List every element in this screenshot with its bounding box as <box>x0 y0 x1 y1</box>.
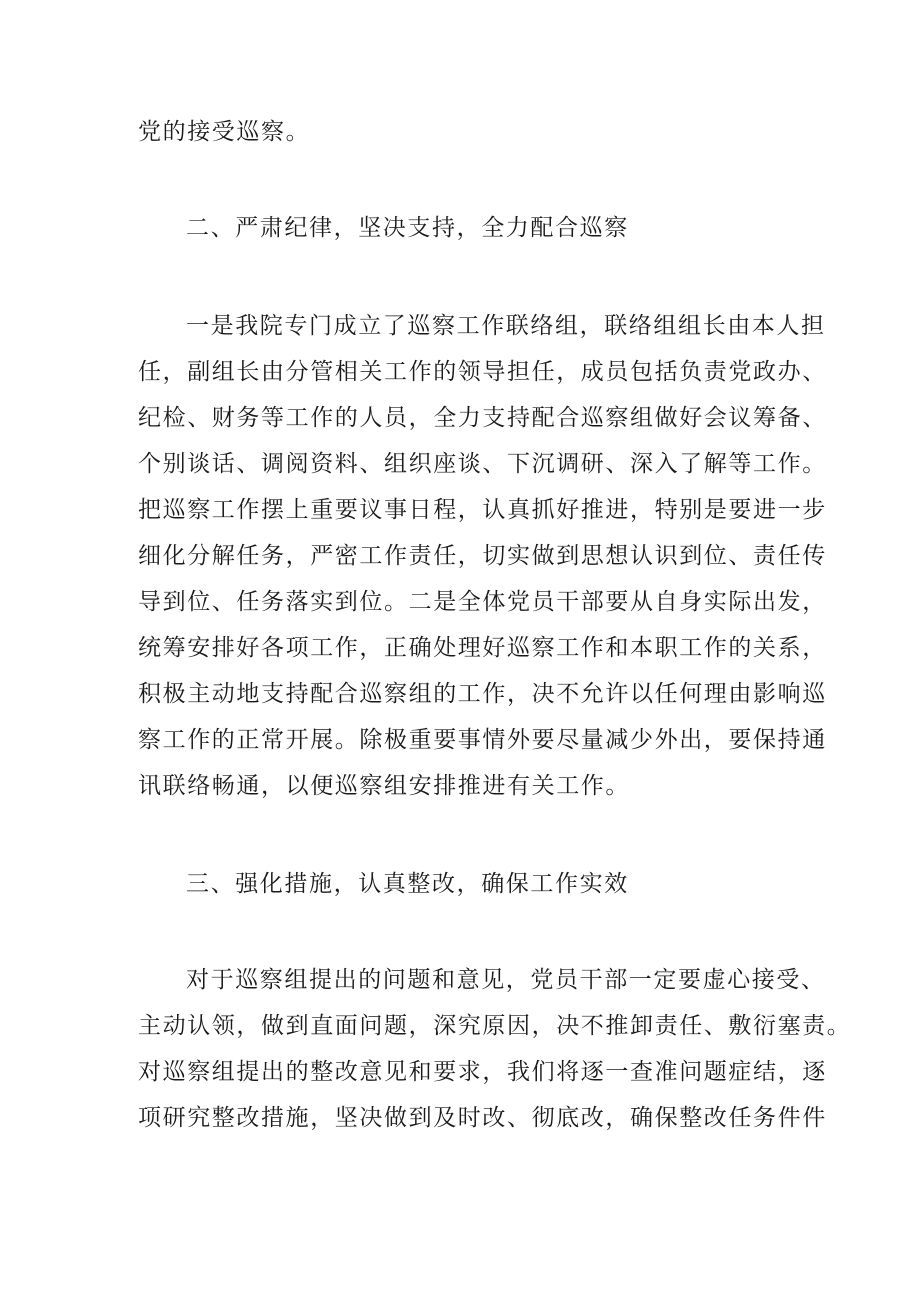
paragraph-line: 统筹安排好各项工作，正确处理好巡察工作和本职工作的关系， <box>138 635 827 661</box>
paragraph-line: 个别谈话、调阅资料、组织座谈、下沉调研、深入了解等工作。 <box>138 451 827 477</box>
section-heading-3: 三、强化措施，认真整改，确保工作实效 <box>186 871 629 897</box>
paragraph-line: 积极主动地支持配合巡察组的工作，决不允许以任何理由影响巡 <box>138 681 827 707</box>
paragraph-line: 讯联络畅通，以便巡察组安排推进有关工作。 <box>138 773 630 799</box>
paragraph-line: 对于巡察组提出的问题和意见，党员干部一定要虚心接受、 <box>186 967 826 993</box>
paragraph-line: 对巡察组提出的整改意见和要求，我们将逐一查准问题症结，逐 <box>138 1059 827 1085</box>
paragraph-line: 任，副组长由分管相关工作的领导担任，成员包括负责党政办、 <box>138 359 827 385</box>
paragraph-line: 项研究整改措施，坚决做到及时改、彻底改，确保整改任务件件 <box>138 1105 827 1131</box>
section-heading-2: 二、严肃纪律，坚决支持，全力配合巡察 <box>186 215 629 241</box>
paragraph-line: 主动认领，做到直面问题，深究原因，决不推卸责任、敷衍塞责。 <box>138 1013 852 1039</box>
paragraph-line: 细化分解任务，严密工作责任，切实做到思想认识到位、责任传 <box>138 543 827 569</box>
paragraph-line: 把巡察工作摆上重要议事日程，认真抓好推进，特别是要进一步 <box>138 497 827 523</box>
paragraph-line: 一是我院专门成立了巡察工作联络组，联络组组长由本人担 <box>186 313 826 339</box>
paragraph-line-continuation: 党的接受巡察。 <box>138 119 311 145</box>
paragraph-line: 导到位、任务落实到位。二是全体党员干部要从自身实际出发， <box>138 589 827 615</box>
paragraph-line: 察工作的正常开展。除极重要事情外要尽量减少外出，要保持通 <box>138 727 827 753</box>
paragraph-line: 纪检、财务等工作的人员，全力支持配合巡察组做好会议筹备、 <box>138 405 827 431</box>
